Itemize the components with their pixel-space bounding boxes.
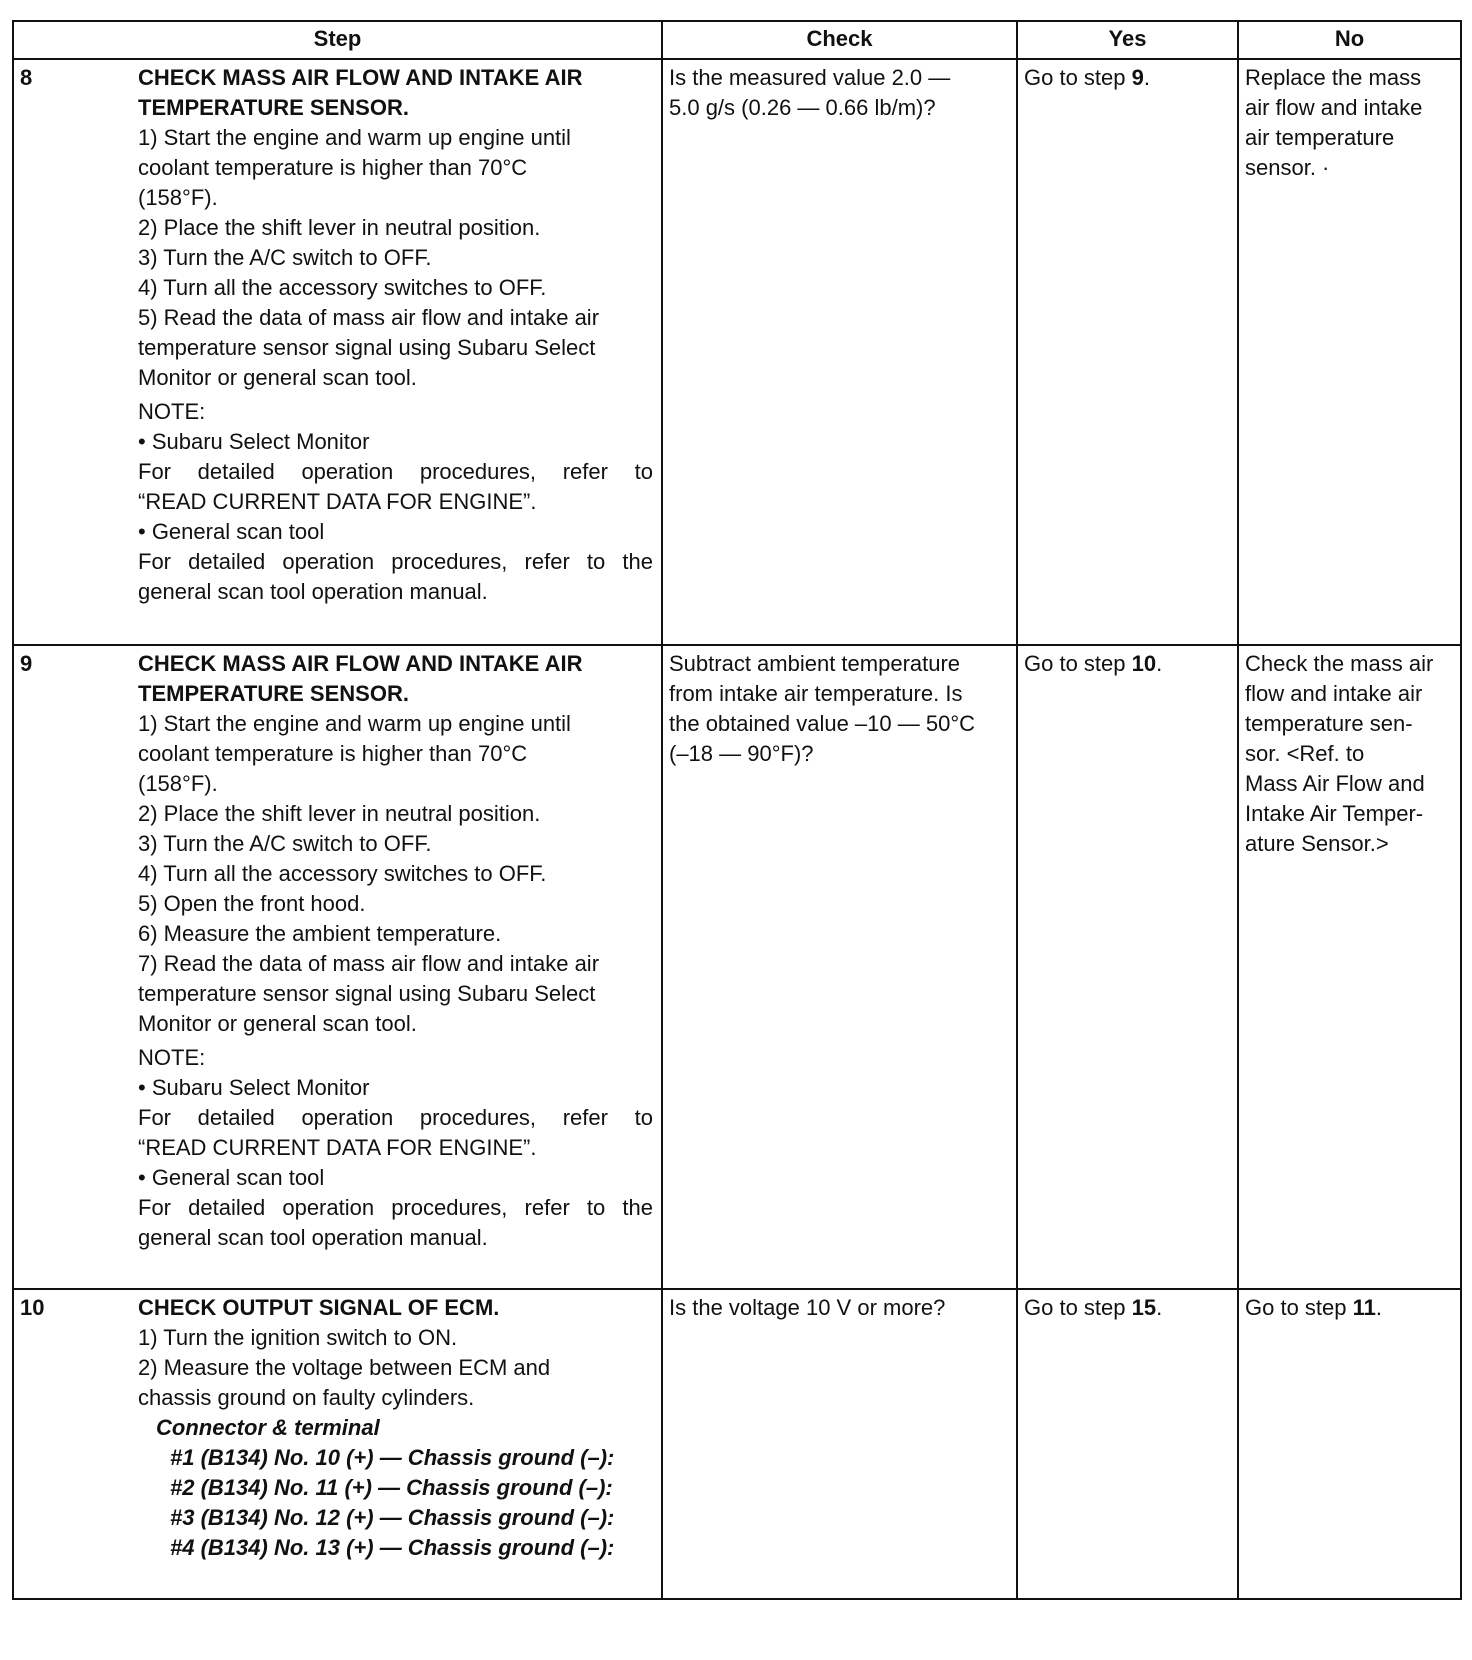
no-text-line: Replace the mass xyxy=(1245,65,1422,90)
no-text-line: flow and intake air xyxy=(1245,681,1423,706)
no-text-line: temperature sen- xyxy=(1245,711,1413,736)
no-prefix: Go to step xyxy=(1245,1295,1353,1320)
note-text-line: For detailed operation procedures, refer to xyxy=(138,459,653,484)
yes-cell xyxy=(1017,59,1238,645)
step-title-line: TEMPERATURE SENSOR. xyxy=(138,95,409,120)
yes-suffix: . xyxy=(1156,651,1163,676)
step-title-line: CHECK MASS AIR FLOW AND INTAKE AIR xyxy=(138,65,583,90)
step-text-line: 6) Measure the ambient temperature. xyxy=(138,921,502,946)
check-text-line: from intake air temperature. Is xyxy=(669,681,963,706)
yes-step-ref: 9 xyxy=(1131,65,1144,90)
note-text-line: For detailed operation procedures, refer to the xyxy=(138,549,653,574)
step-text-line: 4) Turn all the accessory switches to OFF. xyxy=(138,275,547,300)
note-bullet: • Subaru Select Monitor xyxy=(138,429,370,454)
step-text-line: 4) Turn all the accessory switches to OFF. xyxy=(138,861,547,886)
step-text-line: 2) Place the shift lever in neutral position. xyxy=(138,801,541,826)
table-row-step-10 xyxy=(13,1289,1461,1599)
step-text-line: 7) Read the data of mass air flow and intake air xyxy=(138,951,600,976)
check-text-line: 5.0 g/s (0.26 — 0.66 lb/m)? xyxy=(669,95,936,120)
no-cell xyxy=(1238,645,1461,1289)
step-text-line: Monitor or general scan tool. xyxy=(138,1011,417,1036)
header-no: No xyxy=(1238,21,1461,59)
check-cell xyxy=(662,1289,1017,1599)
no-text-line: air flow and intake xyxy=(1245,95,1423,120)
header-check: Check xyxy=(662,21,1017,59)
step-text-line: coolant temperature is higher than 70°C xyxy=(138,155,528,180)
connector-terminal: #3 (B134) No. 12 (+) — Chassis ground (–): xyxy=(170,1505,615,1530)
table-header-row xyxy=(13,21,1461,59)
step-title-line: CHECK OUTPUT SIGNAL OF ECM. xyxy=(138,1295,500,1320)
step-text-line: (158°F). xyxy=(138,185,218,210)
yes-step-ref: 15 xyxy=(1131,1295,1157,1320)
connector-terminal: #4 (B134) No. 13 (+) — Chassis ground (–): xyxy=(170,1535,615,1560)
check-text-line: Is the voltage 10 V or more? xyxy=(669,1295,946,1320)
check-text-line: (–18 — 90°F)? xyxy=(669,741,814,766)
yes-cell xyxy=(1017,645,1238,1289)
table-row-step-8 xyxy=(13,59,1461,645)
diagnostic-table xyxy=(12,20,1462,1600)
check-text-line: the obtained value –10 — 50°C xyxy=(669,711,976,736)
step-title-line: CHECK MASS AIR FLOW AND INTAKE AIR xyxy=(138,651,583,676)
check-text-line: Subtract ambient temperature xyxy=(669,651,961,676)
no-text-line: Intake Air Temper- xyxy=(1245,801,1424,826)
step-text-line: (158°F). xyxy=(138,771,218,796)
note-label: NOTE: xyxy=(138,1045,206,1070)
no-cell xyxy=(1238,59,1461,645)
check-cell xyxy=(662,59,1017,645)
note-text-line: “READ CURRENT DATA FOR ENGINE”. xyxy=(138,1135,537,1160)
step-cell xyxy=(13,1289,662,1599)
step-title-line: TEMPERATURE SENSOR. xyxy=(138,681,409,706)
note-text-line: general scan tool operation manual. xyxy=(138,1225,488,1250)
step-text-line: 2) Place the shift lever in neutral position. xyxy=(138,215,541,240)
step-cell xyxy=(13,59,662,645)
note-text-line: “READ CURRENT DATA FOR ENGINE”. xyxy=(138,489,537,514)
step-cell xyxy=(13,645,662,1289)
step-text-line: 1) Turn the ignition switch to ON. xyxy=(138,1325,458,1350)
header-step: Step xyxy=(13,21,662,59)
no-text-line: Check the mass air xyxy=(1245,651,1434,676)
yes-suffix: . xyxy=(1156,1295,1163,1320)
step-text-line: temperature sensor signal using Subaru Select xyxy=(138,335,596,360)
yes-prefix: Go to step xyxy=(1024,651,1132,676)
yes-suffix: . xyxy=(1143,65,1150,90)
step-body xyxy=(138,649,655,1253)
yes-prefix: Go to step xyxy=(1024,1295,1132,1320)
note-text-line: For detailed operation procedures, refer to xyxy=(138,1105,653,1130)
no-text-line: air temperature xyxy=(1245,125,1395,150)
note-bullet: • General scan tool xyxy=(138,1165,325,1190)
no-step-ref: 11 xyxy=(1352,1295,1376,1320)
connector-heading: Connector & terminal xyxy=(156,1415,380,1440)
note-text-line: general scan tool operation manual. xyxy=(138,579,488,604)
connector-terminal: #2 (B134) No. 11 (+) — Chassis ground (–): xyxy=(170,1475,613,1500)
step-text-line: coolant temperature is higher than 70°C xyxy=(138,741,528,766)
note-text-line: For detailed operation procedures, refer to the xyxy=(138,1195,653,1220)
header-yes: Yes xyxy=(1017,21,1238,59)
yes-prefix: Go to step xyxy=(1024,65,1132,90)
no-text-line: sor. <Ref. to xyxy=(1245,741,1365,766)
step-text-line: 5) Read the data of mass air flow and intake air xyxy=(138,305,600,330)
step-text-line: 3) Turn the A/C switch to OFF. xyxy=(138,245,432,270)
step-number: 8 xyxy=(20,65,33,90)
no-text-line: sensor. · xyxy=(1245,155,1330,180)
step-text-line: Monitor or general scan tool. xyxy=(138,365,417,390)
no-text-line: Mass Air Flow and xyxy=(1245,771,1425,796)
step-number: 9 xyxy=(20,651,33,676)
check-cell xyxy=(662,645,1017,1289)
step-text-line: 1) Start the engine and warm up engine until xyxy=(138,711,571,736)
note-bullet: • General scan tool xyxy=(138,519,325,544)
step-text-line: 3) Turn the A/C switch to OFF. xyxy=(138,831,432,856)
step-body xyxy=(138,1293,655,1563)
connector-terminal: #1 (B134) No. 10 (+) — Chassis ground (–): xyxy=(170,1445,615,1470)
no-text-line: ature Sensor.> xyxy=(1245,831,1389,856)
step-body xyxy=(138,63,655,607)
no-cell xyxy=(1238,1289,1461,1599)
step-text-line: 5) Open the front hood. xyxy=(138,891,366,916)
step-text-line: chassis ground on faulty cylinders. xyxy=(138,1385,475,1410)
step-text-line: 2) Measure the voltage between ECM and xyxy=(138,1355,551,1380)
table-row-step-9 xyxy=(13,645,1461,1289)
note-bullet: • Subaru Select Monitor xyxy=(138,1075,370,1100)
step-number: 10 xyxy=(20,1295,45,1320)
yes-cell xyxy=(1017,1289,1238,1599)
note-label: NOTE: xyxy=(138,399,206,424)
step-text-line: temperature sensor signal using Subaru Select xyxy=(138,981,596,1006)
no-suffix: . xyxy=(1375,1295,1383,1320)
check-text-line: Is the measured value 2.0 — xyxy=(669,65,951,90)
step-text-line: 1) Start the engine and warm up engine until xyxy=(138,125,571,150)
yes-step-ref: 10 xyxy=(1131,651,1157,676)
